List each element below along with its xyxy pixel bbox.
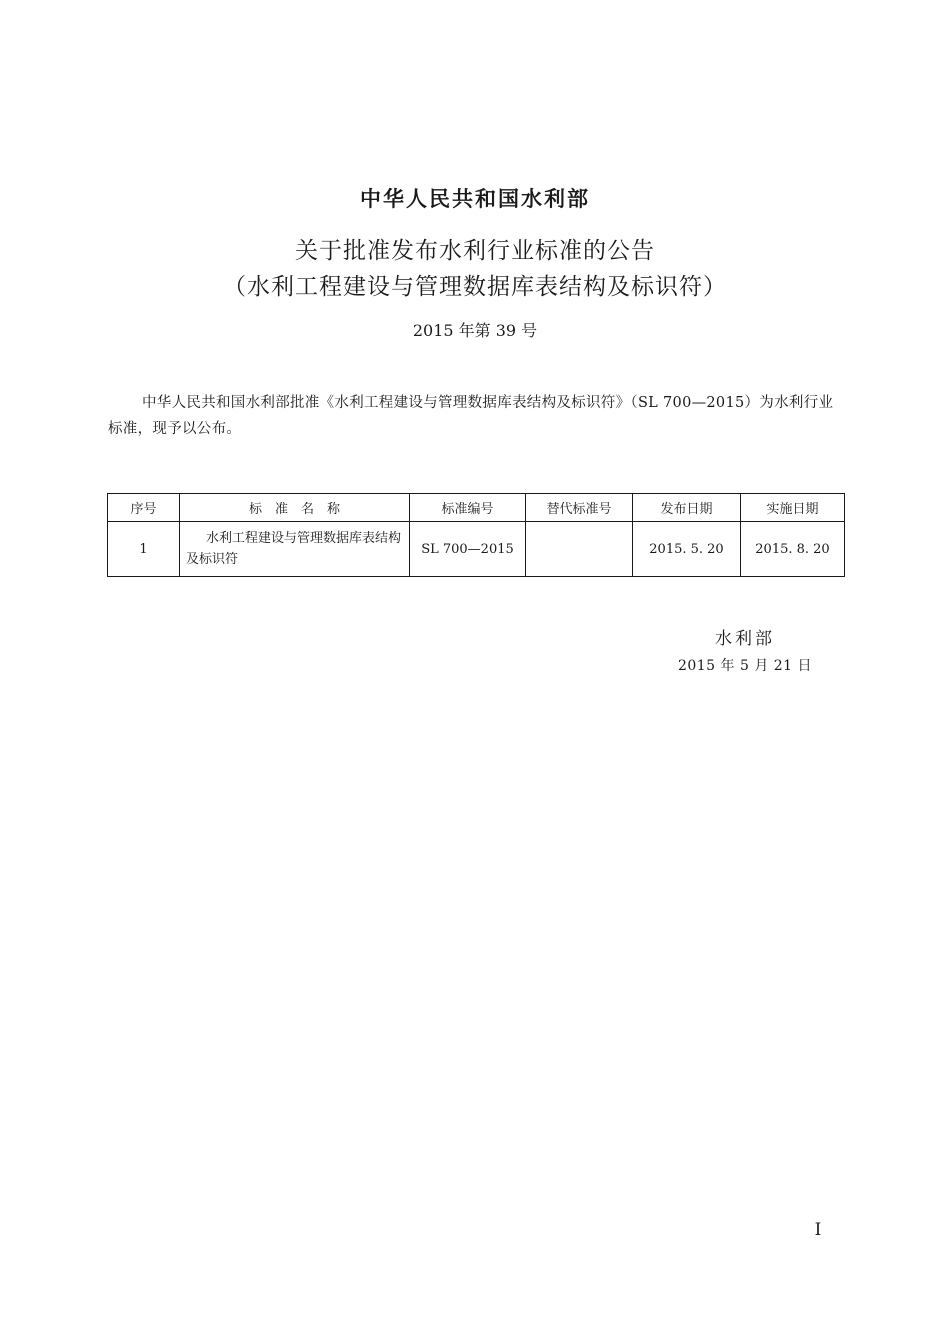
issue-number: 2015 年第 39 号 — [412, 321, 538, 340]
cell-effective-date: 2015. 8. 20 — [741, 522, 845, 577]
announcement-title-line2: （水利工程建设与管理数据库表结构及标识符） — [223, 274, 727, 300]
cell-publish-date: 2015. 5. 20 — [633, 522, 741, 577]
col-header-name: 标 准 名 称 — [180, 494, 410, 522]
standards-table — [107, 493, 845, 577]
col-header-publish-date: 发布日期 — [633, 494, 741, 522]
table-row — [108, 522, 845, 577]
signature-date: 2015 年 5 月 21 日 — [677, 658, 813, 674]
cell-seq: 1 — [108, 522, 180, 577]
announcement-body: 中华人民共和国水利部批准《水利工程建设与管理数据库表结构及标识符》（SL 700—2015）为水利行业标准，现予以公布。 — [108, 395, 834, 437]
table-header-row — [108, 494, 845, 522]
cell-replaced-standard — [526, 522, 633, 577]
signature-org: 水利部 — [715, 629, 775, 649]
col-header-seq: 序号 — [108, 494, 180, 522]
page-number: I — [814, 1220, 822, 1240]
cell-standard-name: 水利工程建设与管理数据库表结构及标识符 — [180, 522, 410, 577]
announcement-title-line1: 关于批准发布水利行业标准的公告 — [295, 238, 655, 264]
col-header-effective-date: 实施日期 — [741, 494, 845, 522]
cell-standard-code: SL 700—2015 — [410, 522, 526, 577]
col-header-replaced: 替代标准号 — [526, 494, 633, 522]
col-header-code: 标准编号 — [410, 494, 526, 522]
issuing-ministry: 中华人民共和国水利部 — [360, 187, 590, 211]
